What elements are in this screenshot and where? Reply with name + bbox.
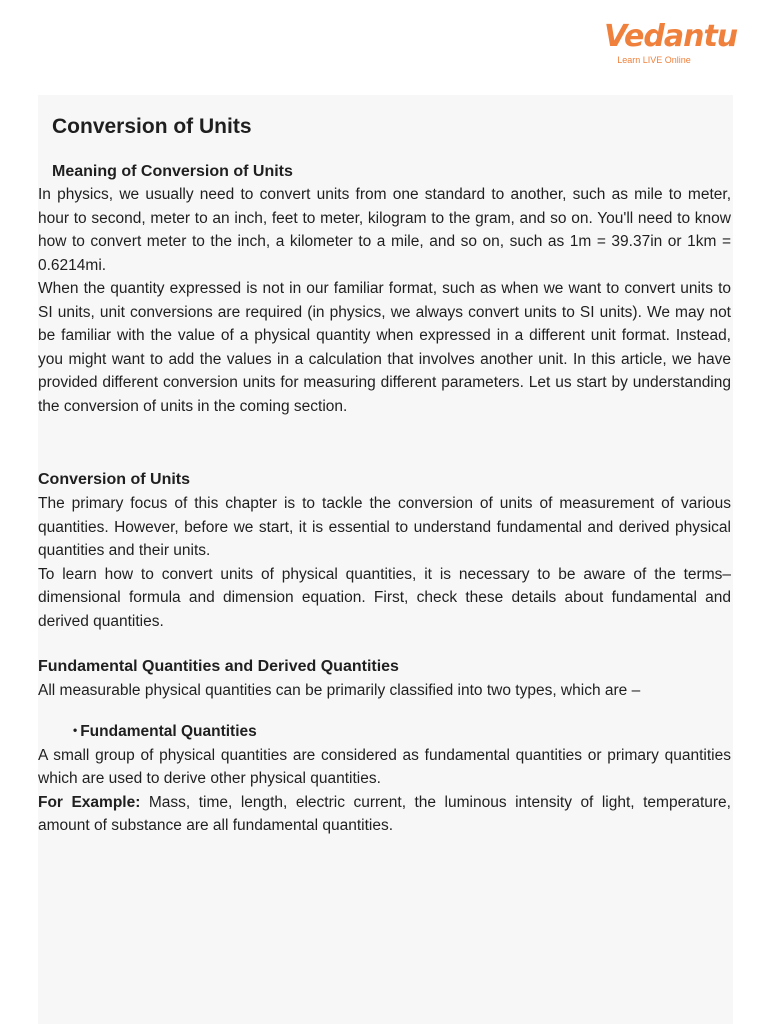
paragraph-intro-2: When the quantity expressed is not in our familiar format, such as when we want to convert units to SI units, unit conversions are required (in physics, we always convert units to SI units). We may not be familiar with the value of a physical quantity when expressed in a different unit format. Instead, you might want to add the values in a calculation that involves another unit. In this article, we have provided different conversion units for measuring different parameters. Let us start by understanding the conversion of units in the coming section. [38,280,731,415]
paragraph-example [38,791,731,838]
paragraph-primary-focus: The primary focus of this chapter is to tackle the conversion of units of measurement of various quantities. However, before we start, it is essential to understand fundamental and derived physical quantities and their units. [38,495,731,559]
document-content [38,113,731,838]
paragraph-learn-how: To learn how to convert units of physical quantities, it is necessary to be aware of the terms– dimensional formula and dimension equation. First, check these details about fundamental and derived quantities. [38,565,731,630]
bullet-fundamental-quantities [73,718,731,744]
paragraph-fundamental-definition: A small group of physical quantities are considered as fundamental quantities or primary quantities which are used to derive other physical quantities. [38,746,731,787]
logo-tagline: Learn LIVE Online [617,55,691,65]
bullet-heading: Fundamental Quantities [80,722,257,740]
example-text: Mass, time, length, electric current, the luminous intensity of light, temperature, amount of substance are all fundamental quantities. [38,793,731,834]
heading-conversion-of-units: Conversion of Units [38,471,191,488]
paragraph-classification: All measurable physical quantities can be primarily classified into two types, which are – [38,682,641,699]
paragraph-intro-1: In physics, we usually need to convert units from one standard to another, such as mile to meter, hour to second, meter to an inch, feet to meter, kilogram to the gram, and so on. You'll need to know how to convert meter to the inch, a kilometer to a mile, and so on, such as 1m = 39.37in or 1km = 0.6214mi. [38,186,731,274]
bullet-dot-icon: • [73,722,78,737]
page-title: Conversion of Units [52,115,252,138]
example-label: For Example: [38,793,141,811]
subtitle-meaning: Meaning of Conversion of Units [52,163,293,180]
heading-fundamental-derived: Fundamental Quantities and Derived Quantities [38,658,399,675]
vedantu-logo[interactable] [604,19,738,66]
logo-wordmark: Vedantu [604,19,738,54]
